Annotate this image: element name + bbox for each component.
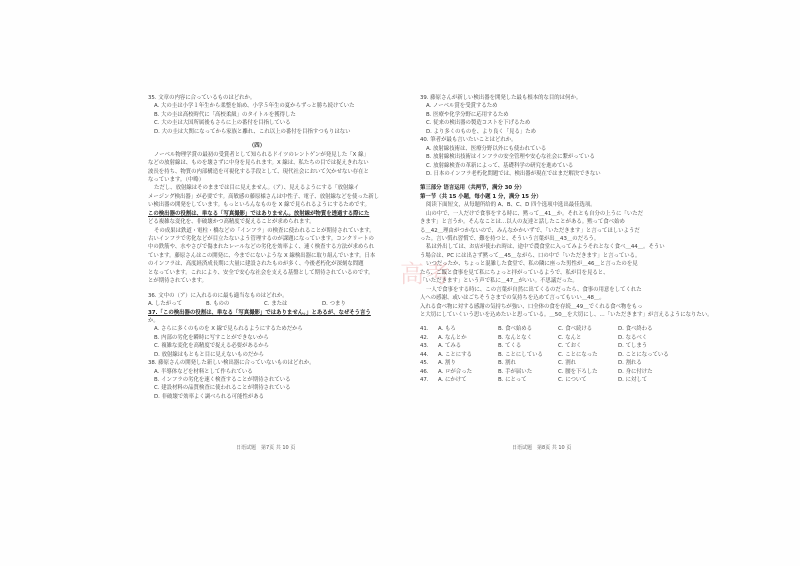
option-text: D. つまり xyxy=(322,301,346,308)
text-line: 私は外出しては、お店が使われ時は、途中で農食堂に入ってみようそれとなく食べ＿44＿。そうい xyxy=(426,244,665,251)
option-text: C. 割れ xyxy=(558,360,576,367)
option-row xyxy=(420,325,678,333)
option-text: C. 食べ続ける xyxy=(558,326,593,333)
option-row xyxy=(420,351,678,359)
text-line: A. ノーベル賞を受賞するため xyxy=(426,103,498,110)
text-line: きます」と言うか。そんなことは…以人の友達と話したことがある。黙って食べ始め xyxy=(420,219,625,226)
text-line: どる複雑な変化を、非破壊かつ高精度で捉えることが求められます。 xyxy=(148,219,315,226)
option-text: C. について xyxy=(558,377,587,383)
option-row xyxy=(420,359,678,367)
option-text: D. 割れる xyxy=(618,360,642,367)
left-page-footer: 日语试题 第7页 共 10 页 xyxy=(236,445,296,451)
option-text: D. ことになっている xyxy=(618,351,669,358)
text-line: ただし、放射線はそのままでは目に見えません。（ア）、見えるようにする「放射線イ xyxy=(154,185,360,192)
option-text: C. または xyxy=(264,301,288,308)
right-page-footer: 日语试题 第8页 共 10 页 xyxy=(512,445,572,451)
option-text: A. にかけて xyxy=(438,377,467,383)
text-line: B. 大の圭は高校時代に「高校柔級」のタイトルを獲得した xyxy=(154,111,296,118)
left-page-text-block-2 xyxy=(148,309,406,402)
option-text: A. ロが合った xyxy=(438,368,472,375)
text-line: などの放射線は、ものを壊さずに中身を見られます。X 線は、私たちの目では捉えきれない xyxy=(148,160,369,167)
text-line: 37.「この検出器の役割は、単なる「写真撮影」ではありません。」とあるが、なぜそう言う xyxy=(148,309,371,316)
text-line: A. 放射線技術は、医療分野以外にも使われている xyxy=(426,145,547,152)
text-line: う場合は、PC には出さず黙って＿45＿ながら、口の中で「いただきます」と言っている。 xyxy=(420,252,641,259)
text-line: 35. 文章の内容に合っているものはどれか。 xyxy=(148,95,256,101)
option-text: D. てしまう xyxy=(618,343,648,350)
text-line: A. 大の圭は小学１年生から柔整を始め、小学５年生の夏からずっと勝ち続けていた xyxy=(154,103,355,110)
cloze-options-block xyxy=(420,325,678,384)
text-line: C. 放射線検査の革新によって、基礎科学の研究を進めている xyxy=(426,162,574,169)
text-line: D. 非破壊で効率よく調べられる可能性がある xyxy=(154,393,265,400)
question-number: 44. xyxy=(420,351,429,358)
text-line: 一人で食事をする時に、この言葉が自然に出てくるのだったら、食事の用意をしてくれた xyxy=(426,286,642,293)
text-line: った。言い慣れ習慣で、難を持つと、そういう言葉が出＿43＿のだろう。 xyxy=(420,236,600,242)
text-line: 38. 藤原さんの開発した新しい検出器に合っていないものはどれか。 xyxy=(148,360,315,367)
text-line: D. 大の圭は大関になってから家族と離れ、これ以上の番付を目指すつもりはない xyxy=(154,128,351,135)
option-text: A. 割り xyxy=(438,360,456,367)
text-line: A. 半導体などを材料として作られている xyxy=(154,368,253,375)
question-number: 47. xyxy=(420,377,429,383)
text-line: 波長を持ち、物質の内部構造を可視化する手段として、現代社会において欠かせない存在と xyxy=(148,168,369,175)
text-line: いつだったか、ちょっと混雑した食堂で、私の隣に座った男性が＿46＿と言ったのを見 xyxy=(426,261,638,268)
option-row xyxy=(420,334,678,342)
option-text: D. なるべく xyxy=(618,334,648,341)
text-line: D. 日本のインフラ老朽化問題では、検出器が現在ではまだ解決できない xyxy=(426,170,601,177)
text-line: C. 大の圭は大国所属後もさらに上の番付を目指している xyxy=(154,120,291,127)
text-line: D. より多くのものを、より良く「見る」ため xyxy=(426,128,537,135)
text-line: メージング検出器」が必要です。高敏感の藤原様さんは中性子、電子、放射線などを使った新し xyxy=(148,193,380,200)
text-line: C. 従来の検出器の製造コストを下げるため xyxy=(426,120,531,127)
left-page xyxy=(148,94,406,401)
option-text: D. 身に付けた xyxy=(618,368,653,375)
text-line: い検出器の開発をしています。もっといろんなものを X 線で見られるようにするためです。 xyxy=(148,202,370,209)
text-line: 入れる食べ物に対する感謝の気持ちが強い、口全体の食を存続＿49＿でくれる食べ物をもっ xyxy=(420,303,643,310)
text-line: ノーベル物理学賞の最初の受賞者として知られるドイツのレントゲンが発見した「X 線」 xyxy=(154,151,369,158)
text-line: B. 内部の劣化を瞬時に写すことができないから xyxy=(154,334,269,341)
option-text: A. したがって xyxy=(148,301,182,308)
watermark-text: 高考 xyxy=(400,260,452,288)
option-text: D. 食べ終わる xyxy=(618,326,653,333)
text-line: 中の鉄筋や、水やさびで傷まれたレールなどの劣化を効率よく、速く検査する方法が求められ xyxy=(148,244,375,251)
right-page-text-block xyxy=(420,94,713,325)
text-line: A. さらに多くのものを X 線で見られるようにするためだから xyxy=(154,326,303,333)
question-number: 46. xyxy=(420,368,429,375)
text-line: 人への感謝、或いはごちそうさまでの気持ちを込めて言ってもいい＿48＿。 xyxy=(420,295,605,302)
text-line: （四） xyxy=(248,143,266,150)
question-number: 41. xyxy=(420,326,429,333)
option-text: C. なんと xyxy=(558,334,582,341)
text-line: ています。藤原さんはこの開発に、今までにないような X 線検出器に取り組んでいます。日本 xyxy=(148,252,376,259)
text-line: る＿42＿理由がつかないので、みんなかかいずで、「いただきます」と言ってほしいようだ xyxy=(420,227,640,234)
text-line: 第三部分 语言运用（共两节，满分 30 分） xyxy=(420,185,525,192)
text-line: B. 医療や化学分野に応用するため xyxy=(426,111,509,118)
text-line: とが期待されています。 xyxy=(148,278,207,285)
option-text: C. 腰を下ろした xyxy=(558,368,598,375)
option-text: B. ものの xyxy=(206,301,230,308)
option-text: A. もろ xyxy=(438,326,456,333)
option-row xyxy=(420,376,678,384)
text-line: 39. 藤原さんが新しい検出器を開発した最も根本的な目的は何か。 xyxy=(420,95,582,101)
question-36-options xyxy=(148,300,406,308)
text-line: B. 放射線検出技術はインフラの安全管理や安心な社会に繋がっている xyxy=(426,154,595,161)
text-line: C. 建設材料の品質検査に使われることが期待されている xyxy=(154,385,291,392)
option-text: B. てくる xyxy=(498,343,522,350)
text-line: なっています。（中略） xyxy=(148,176,205,183)
option-row xyxy=(420,368,678,376)
right-page xyxy=(420,94,713,384)
option-text: D. に対して xyxy=(618,377,648,383)
option-row xyxy=(420,342,678,350)
text-line: か。 xyxy=(148,317,159,324)
text-line: 第一节（共 15 小题，每小题 1 分，满分 15 分） xyxy=(420,193,542,200)
option-text: B. 割れ xyxy=(498,360,516,367)
option-text: B. 手が届いた xyxy=(498,368,533,375)
option-text: A. ことにする xyxy=(438,351,472,358)
text-line: のインフラは、高度経済成長期に大量に建設されたものが多く、今後老朽化が深刻な問題 xyxy=(148,261,364,268)
text-line: と大切にしていくいう思いを込めたいと思っている。＿50＿を大切にし、…「いただきます」が言えるようになりたい。 xyxy=(420,311,713,318)
text-line: 山の中で、一人だけで食事をする時に、黙って＿41＿か。それとも自分の上うに「いただ xyxy=(426,210,643,217)
text-line: その成果は鉄道・電柱・橋などの「インフラ」の検査に使われることが期待されています。 xyxy=(154,227,375,234)
option-text: C. ておく xyxy=(558,343,582,350)
text-line: D. 放射線はもともと目に見えないものだから xyxy=(154,351,265,358)
option-text: B. ことにしている xyxy=(498,351,543,358)
option-text: A. てみる xyxy=(438,343,462,350)
question-number: 45. xyxy=(420,360,429,367)
option-text: B. 食べ始める xyxy=(498,326,533,333)
text-line: C. 複雑な変化を高精度で捉える必要があるから xyxy=(154,343,270,350)
text-line: 「いただきます」という声で私に＿47＿がいい。不思議だった。 xyxy=(420,278,578,285)
question-number: 42. xyxy=(420,334,429,341)
option-text: B. なんとなく xyxy=(498,334,533,341)
text-line: 40. 筆者が最も言いたいことはどれか。 xyxy=(420,137,517,144)
text-line: この検出器の役割は、単なる「写真撮影」ではありません。放射線が物質を透過する際にた xyxy=(148,210,370,217)
text-line: B. インフラの劣化を速く検査することが期待されている xyxy=(154,377,291,383)
text-line: たら、ご飯と食事を見て私にちょっと拝がっているようで、私が目を見ると、 xyxy=(420,269,609,276)
text-line: 36. 文中の（ア）に入れるのに最も適当なものはどれか。 xyxy=(148,292,288,299)
question-number: 43. xyxy=(420,343,429,350)
text-line: 阅读下面短文，从每题所给的 A、B、C、D 四个选项中选出最佳选项。 xyxy=(426,202,596,209)
option-text: A. なんとか xyxy=(438,334,467,341)
option-text: C. ことになった xyxy=(558,351,598,358)
text-line: となっています。これにより、安全で安心な社会を支える基盤として期待されているのです。 xyxy=(148,269,374,276)
text-line: 古いインフラで劣化などが目立たないよう管理するのが課題になっています。コンクリートの xyxy=(148,236,374,242)
left-page-text-block xyxy=(148,94,406,300)
option-text: B. にとって xyxy=(498,377,527,383)
